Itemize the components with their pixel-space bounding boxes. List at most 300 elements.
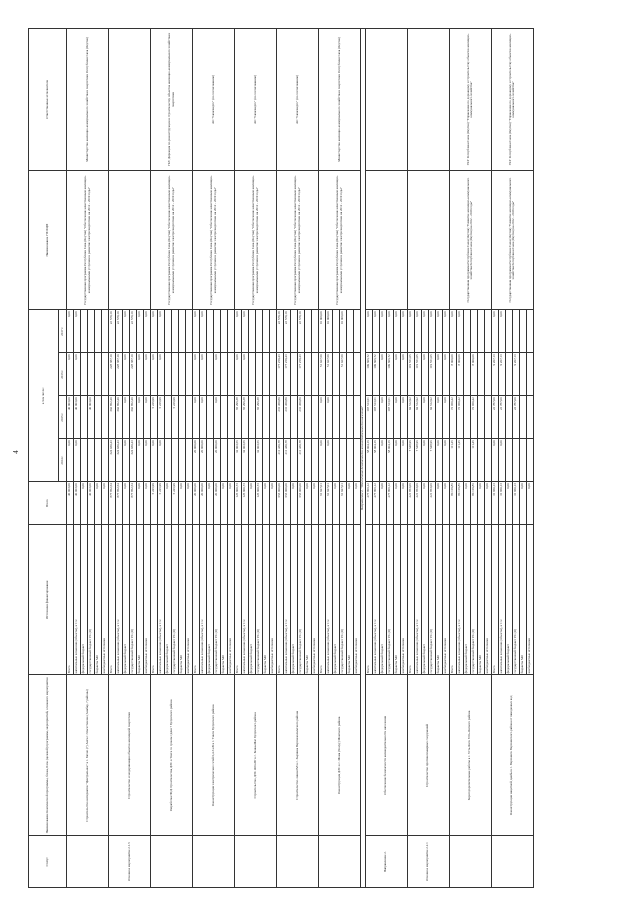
row-value [477,439,484,482]
row-value [249,353,256,396]
row-value [354,353,361,396]
row-value [88,310,95,353]
row-value: 72 050,42 [449,396,456,439]
row-value: 0,00 [144,396,151,439]
row-value: 221 853,06 [407,482,414,525]
row-value [484,310,491,353]
table-row [449,29,456,888]
row-value [470,310,477,353]
row-value [102,439,109,482]
row-value: 0,00 [414,310,421,353]
row-value: 22 579,10 [284,310,291,353]
row-status [449,836,491,888]
row-source: федеральный бюджет [505,525,512,675]
row-value: 0,00 [158,310,165,353]
row-value [263,310,270,353]
row-value [305,439,312,482]
row-status: Основное мероприятие 2.1.5 [109,836,151,888]
row-value [519,439,526,482]
row-value: 8 000,00 [449,353,456,396]
row-source: Всего [407,525,414,675]
row-value: 61 927,01 [326,482,333,525]
row-name: Берегоукрепительные работы в с. Усть-Янск Усть-Янского района [449,675,491,836]
row-value: 277 806,12 [372,482,379,525]
row-value [505,396,512,439]
row-value: 0,00 [137,310,144,353]
row-name: Строительство линии ВЛ в с. Зырянка Верхнеколымского района [277,675,319,836]
row-value: 0,00 [249,482,256,525]
row-source: капитальные вложения (объекты), в т.ч.: [116,525,123,675]
row-value: 653 000,00 [298,482,305,525]
row-value: 22 787,00 [491,396,498,439]
row-source: капитальные вложения (объекты), в т.ч.: [242,525,249,675]
row-value: 0,00 [235,310,242,353]
row-value: 51 027,60 [326,353,333,396]
row-value: 7 548,96 [414,439,421,482]
row-source: бюджеты МО [305,525,312,675]
row-value: 65 296,38 [242,396,249,439]
row-source: федеральный бюджет [81,525,88,675]
row-name: Обеспечение безопасности жизнедеятельности населения [365,675,407,836]
row-value: 231 450,80 [284,396,291,439]
row-source: Всего [151,525,158,675]
row-value [512,310,519,353]
row-value: 51 027,60 [319,353,326,396]
row-source: внебюджетные источники [270,525,277,675]
row-value [484,396,491,439]
row-value: 58 004,16 [372,439,379,482]
section-title: Направление 2. "Обеспечение безопасности жизнедеятельности населения" [361,29,366,888]
row-status [235,836,277,888]
row-value: 0,00 [67,353,74,396]
row-value [221,310,228,353]
row-value [305,310,312,353]
row-value: 0,00 [123,439,130,482]
row-value: 20 000,00 [200,482,207,525]
row-value [333,396,340,439]
row-value: 0,00 [242,310,249,353]
row-value: 0,00 [193,396,200,439]
row-source: капитальные вложения (объекты), в т.ч.: [372,525,379,675]
row-value: 0,00 [491,310,498,353]
row-exec: АО "Сахаэнерго" (по согласованию) [277,29,319,171]
row-source: капитальные вложения (объекты), в т.ч.: [456,525,463,675]
row-source: государственный бюджет РС (Я) [470,525,477,675]
col-2017: 2017 г. [59,310,67,353]
row-value [81,310,88,353]
row-value [172,310,179,353]
row-value: 0,00 [442,439,449,482]
row-value: 32 003,65 [235,439,242,482]
row-value: 0,00 [400,439,407,482]
row-value [179,353,186,396]
row-value: 653 000,00 [277,482,284,525]
row-value [179,396,186,439]
row-source: Всего [449,525,456,675]
row-value: 125 900,73 [242,482,249,525]
row-value [505,353,512,396]
table-row [151,29,158,888]
row-value: 32 003,65 [242,439,249,482]
row-value: 0,00 [435,353,442,396]
row-source: внебюджетные источники [144,525,151,675]
row-value: 61 927,01 [319,482,326,525]
row-value: 8 000,00 [470,353,477,396]
row-value [291,353,298,396]
row-exec [365,29,407,171]
row-value [263,353,270,396]
row-value: 65 296,38 [235,396,242,439]
row-value: 197 513,61 [372,396,379,439]
col-years-caption: в том числе: [29,310,59,482]
row-value: 20 000,00 [193,439,200,482]
row-value: 0,00 [393,482,400,525]
row-value: 653 000,00 [284,482,291,525]
row-value: 877 862,54 [130,482,137,525]
row-value [102,396,109,439]
table-row [277,29,284,888]
row-value: 228 387,10 [130,353,137,396]
row-value: 0,00 [144,310,151,353]
row-value: 0,00 [102,482,109,525]
row-value: 0,00 [505,482,512,525]
row-source: внебюджетные источники [102,525,109,675]
row-value: 0,00 [463,482,470,525]
row-name: Реконструкция ДЭС в с. Мома (Хонуу) Момского района [319,675,361,836]
row-source: капитальные вложения (объекты), в т.ч.: [326,525,333,675]
row-source: бюджеты МО [393,525,400,675]
row-value: 0,00 [158,439,165,482]
col-2014: 2014 г. [59,439,67,482]
row-value [207,310,214,353]
row-value: 0,00 [421,310,428,353]
row-value: 0,00 [319,439,326,482]
row-value: 0,00 [144,482,151,525]
row-source: внебюджетные источники [442,525,449,675]
row-value: 0,00 [158,353,165,396]
row-value: 0,00 [123,482,130,525]
row-value: 0,00 [442,396,449,439]
row-value [228,353,235,396]
row-value [221,439,228,482]
row-value [291,439,298,482]
row-value: 125 900,73 [256,482,263,525]
row-value: 0,00 [270,482,277,525]
row-program: Государственная программа Республики Саха (Якутия) "Развитие жилищно-коммунального хозяйства Республики Саха (Якутия) на 2012 - 2019 годы" [449,170,491,310]
row-value: 228 387,10 [109,353,116,396]
table-row [109,29,116,888]
row-value [249,439,256,482]
row-value [340,396,347,439]
row-value: 0,00 [305,482,312,525]
row-value [186,396,193,439]
row-value: 0,00 [393,353,400,396]
row-value [270,353,277,396]
row-value: 0,00 [407,310,414,353]
row-value: 0,00 [449,310,456,353]
row-value: 22 579,10 [116,310,123,353]
row-value: 197 513,61 [365,396,372,439]
row-value: 0,00 [498,439,505,482]
row-value: 0,00 [421,396,428,439]
row-source: федеральный бюджет [123,525,130,675]
row-value: 0,00 [193,310,200,353]
col-2015: 2015 г. [59,396,67,439]
row-status [67,836,109,888]
row-program [407,170,449,310]
row-value: 0,00 [442,310,449,353]
row-program: Государственная программа Республики Саха (Якутия) "Обеспечение качественным жилищно-коммунальными услугами и развитие электроэнергетики на 2012 - 2019 годы" [277,170,319,310]
row-value [102,310,109,353]
row-value: 0,00 [123,396,130,439]
row-value: 80 119,86 [449,482,456,525]
row-value: 0,00 [435,396,442,439]
row-value [526,439,533,482]
row-value: 40 003,00 [67,396,74,439]
row-value [95,353,102,396]
row-value: 0,00 [442,353,449,396]
row-value [519,310,526,353]
row-value [291,310,298,353]
row-value: 177 259,43 [298,353,305,396]
row-value: 277 806,12 [386,482,393,525]
row-value: 40 003,00 [67,482,74,525]
row-value: 877 862,54 [116,482,123,525]
row-value: 72 050,42 [470,396,477,439]
row-exec [109,29,151,171]
row-program: Государственная программа Республики Саха (Якутия) "Обеспечение качественным жилищно-коммунальными услугами и развитие электроэнергетики на 2012 - 2019 годы" [193,170,235,310]
row-name: Строительство противопожарных сооружений [407,675,449,836]
row-value [165,439,172,482]
row-value [179,439,186,482]
row-value: 0,00 [242,353,249,396]
row-status [151,836,193,888]
row-value: 0,00 [123,353,130,396]
row-value: 58 004,16 [365,439,372,482]
row-value: 7 548,96 [428,439,435,482]
row-value: 31 960,13 [512,482,519,525]
row-value: 0,00 [393,310,400,353]
row-value: 40 003,00 [74,396,81,439]
row-value [333,310,340,353]
row-value: 0,00 [137,439,144,482]
row-value: 0,00 [526,482,533,525]
row-value: 111,45 [449,439,456,482]
row-source: внебюджетные источники [484,525,491,675]
row-value [179,310,186,353]
row-value [347,396,354,439]
col-program: Наименование ГП/ФЦП [29,170,67,310]
row-value: 0,00 [484,482,491,525]
row-value: 0,00 [498,310,505,353]
row-source: федеральный бюджет [207,525,214,675]
row-value: 40 003,00 [88,482,95,525]
row-value: 7 548,96 [407,439,414,482]
row-value: 0,00 [379,396,386,439]
row-exec: Министерство жилищно-коммунального хозяйства и энергетики Республики Саха (Якутия) [67,29,109,171]
row-program: Государственная программа Республики Саха (Якутия) "Обеспечение качественным жилищно-коммунальными услугами и развитие электроэнергетики на 2012 - 2019 годы" [319,170,361,310]
row-value: 0,00 [186,482,193,525]
row-source: государственный бюджет РС (Я) [130,525,137,675]
table-row [193,29,200,888]
row-value: 302 862,40 [116,396,123,439]
row-source: Всего [319,525,326,675]
row-exec: ГКУ Дирекция по реконструкции и строительству объектов жилищно-коммунального хозяйства и энергетики [151,29,193,171]
row-source: федеральный бюджет [249,525,256,675]
program-table [28,28,534,888]
row-source: государственный бюджет РС (Я) [386,525,393,675]
row-value: 197 513,61 [386,396,393,439]
row-value: 94 512,92 [414,396,421,439]
row-source: государственный бюджет РС (Я) [88,525,95,675]
row-source: федеральный бюджет [291,525,298,675]
row-value: 177 259,43 [277,353,284,396]
row-value: 51 027,60 [340,353,347,396]
row-value [81,396,88,439]
row-value [463,310,470,353]
row-program: Государственная программа Республики Саха (Якутия) "Развитие жилищно-коммунального хозяйства Республики Саха (Якутия) на 2012 - 2019 годы" [491,170,533,310]
row-value: 22 787,00 [512,396,519,439]
row-value: 22 787,00 [498,396,505,439]
row-value [312,396,319,439]
row-value: 58 004,16 [386,439,393,482]
row-source: внебюджетные источники [228,525,235,675]
row-source: Всего [491,525,498,675]
row-value: 40 003,00 [74,482,81,525]
row-status [319,836,361,888]
row-value: 0,00 [95,482,102,525]
row-value: 0,00 [319,396,326,439]
row-value: 0,00 [151,353,158,396]
row-program: Государственная программа Республики Саха (Якутия) "Обеспечение качественным жилищно-коммунальными услугами и развитие электроэнергетики на 2012 - 2019 годы" [235,170,277,310]
row-value: 0,00 [428,310,435,353]
row-value: 0,00 [151,310,158,353]
row-value: 324 030,43 [116,439,123,482]
row-value [526,353,533,396]
row-source: капитальные вложения (объекты), в т.ч.: [498,525,505,675]
row-value: 61 927,01 [340,482,347,525]
row-source: капитальные вложения (объекты), в т.ч.: [414,525,421,675]
row-value [333,353,340,396]
table-row [407,29,414,888]
row-value [463,353,470,396]
row-value: 0,00 [144,439,151,482]
row-exec: ГКУ Республики Саха (Якутия) "Управление по дорожному и строительству объектов жилищно-коммунального хозяйства" [449,29,491,171]
row-value: 111,45 [456,439,463,482]
row-value [172,353,179,396]
row-value: 9 207,13 [512,353,519,396]
row-value: 0,00 [137,353,144,396]
row-value: 109 606,72 [372,353,379,396]
row-value: 94 512,92 [428,396,435,439]
row-source: Всего [193,525,200,675]
row-value [463,439,470,482]
row-value [165,396,172,439]
row-value: 109 606,72 [386,353,393,396]
table-row [67,29,74,888]
table-row [491,29,498,888]
row-value: 22 579,10 [109,310,116,353]
row-value: 302 862,40 [130,396,137,439]
row-value: 0,00 [393,439,400,482]
row-value: 0,00 [379,310,386,353]
row-source: федеральный бюджет [165,525,172,675]
row-source: Всего [365,525,372,675]
row-value: 32 003,65 [256,439,263,482]
col-exec: Ответственные исполнители [29,29,67,171]
row-value: 111,45 [470,439,477,482]
row-value: 72 050,42 [456,396,463,439]
row-value: 228 387,10 [116,353,123,396]
row-value [484,353,491,396]
row-exec [407,29,449,171]
table-body-part1 [67,29,361,888]
row-source: капитальные вложения (объекты), в т.ч.: [284,525,291,675]
row-value: 0,00 [214,353,221,396]
row-value: 0,00 [123,310,130,353]
row-value: 0,00 [151,439,158,482]
row-value [519,396,526,439]
row-source: Всего [109,525,116,675]
row-value: 0,00 [312,482,319,525]
row-value: 0,00 [421,353,428,396]
row-value: 0,00 [221,482,228,525]
row-source: бюджеты МО [221,525,228,675]
row-value: 0,00 [400,310,407,353]
row-source: внебюджетные источники [526,525,533,675]
row-name: Строительство и модернизация объектов жилищной энергетики [109,675,151,836]
row-value [354,310,361,353]
row-value: 40 003,00 [88,396,95,439]
row-value: 324 030,43 [109,439,116,482]
row-value: 65 296,38 [256,396,263,439]
row-value [88,353,95,396]
row-source: государственный бюджет РС (Я) [428,525,435,675]
row-value: 22 579,10 [298,310,305,353]
row-value: 5 226,99 [151,482,158,525]
row-value [312,439,319,482]
row-value [228,439,235,482]
row-value: 20 000,00 [214,482,221,525]
row-value: 31 960,13 [498,482,505,525]
row-source: Всего [67,525,74,675]
row-name: Разработка ПСД строительства ДЭС в Тиксе со сроком сдачи ? Булунского района [151,675,193,836]
table-row [365,29,372,888]
row-value: 0,00 [165,482,172,525]
row-value: 0,00 [137,396,144,439]
row-value: 0,00 [347,482,354,525]
row-value: 0,00 [372,310,379,353]
row-value [477,310,484,353]
row-value [256,310,263,353]
row-value: 80 119,86 [470,482,477,525]
row-value [526,396,533,439]
row-value: 5 226,99 [158,482,165,525]
row-value: 0,00 [67,439,74,482]
row-value: 0,00 [519,482,526,525]
row-value: 119 551,05 [414,353,421,396]
row-value: 0,00 [291,482,298,525]
row-source: федеральный бюджет [379,525,386,675]
row-value: 22 579,10 [130,310,137,353]
row-value: 5 226,99 [172,396,179,439]
row-name: Реконструкция защитной дамбы в с. Верхоянск Верхоянского района от паводковых вод [491,675,533,836]
row-value: 0,00 [365,310,372,353]
col-name: Наименование Комплексной программы, блока, Блок (целевой) программы, мероприятий, основного мероприятия [29,675,67,836]
row-source: бюджеты МО [477,525,484,675]
table-row [235,29,242,888]
row-value: 20 000,00 [214,439,221,482]
